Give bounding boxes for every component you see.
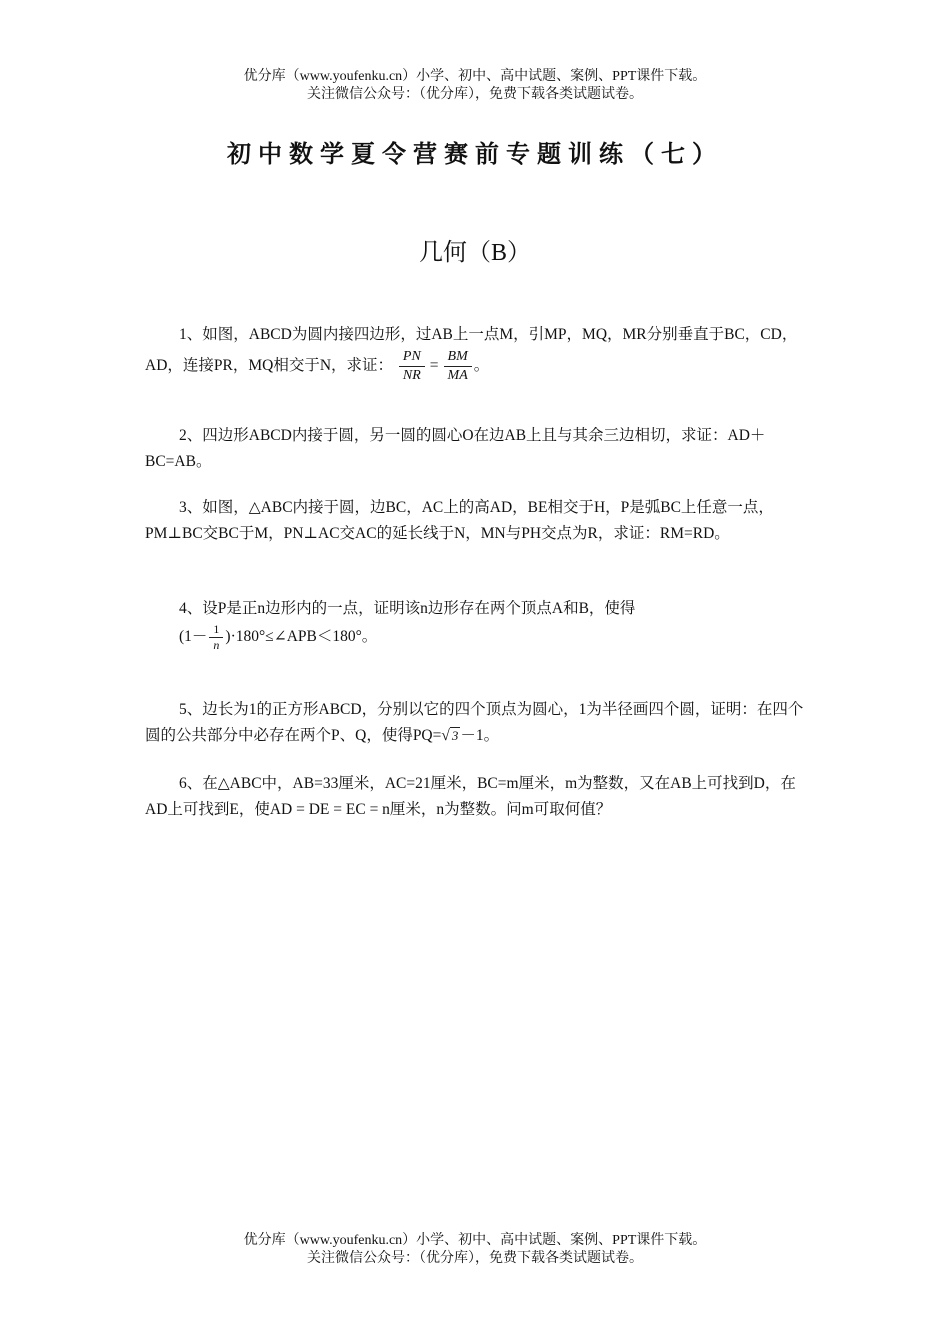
problem-2 — [145, 423, 817, 475]
fraction-denominator: NR — [402, 368, 421, 383]
problem-3 — [145, 495, 817, 547]
page-footer — [0, 1232, 950, 1268]
problem-1-fraction-pn-nr — [399, 348, 425, 385]
problem-5-text: 5、边长为1的正方形ABCD，分别以它的四个顶点为圆心，1为半径画四个圆，证明：在四个圆的公共部分中必存在两个P、Q，使得PQ= — [145, 701, 804, 744]
problem-6 — [145, 771, 817, 823]
sqrt-radicand: 3 — [451, 728, 459, 743]
problem-6-text: 6、在△ABC中，AB=33厘米，AC=21厘米，BC=m厘米，m为整数，又在AB上可找到D，在AD上可找到E，使AD = DE = EC = n厘米，n为整数。问m可取何值？ — [145, 775, 796, 818]
footer-line-2: 关注微信公众号：（优分库），免费下载各类试题试卷。 — [307, 1251, 643, 1266]
problem-5 — [145, 697, 817, 749]
footer-line-1: 优分库（www.youfenku.cn）小学、初中、高中试题、案例、PPT课件下载。 — [243, 1233, 707, 1248]
equals-sign: = — [429, 357, 439, 375]
fraction-denominator: MA — [447, 368, 468, 383]
problem-5-end: －1。 — [460, 727, 500, 744]
page-header — [0, 68, 950, 104]
sqrt-symbol: √ 3 — [441, 727, 459, 744]
fraction-numerator: PN — [399, 348, 425, 367]
problem-1 — [145, 322, 817, 385]
fraction-numerator: 1 — [209, 622, 223, 638]
problem-1-text: 1、如图，ABCD为圆内接四边形，过AB上一点M，引MP，MQ，MR分别垂直于BC，CD，AD，连接PR，MQ相交于N，求证： — [145, 326, 798, 375]
problem-4-text: 4、设P是正n边形内的一点，证明该n边形存在两个顶点A和B，使得 — [179, 600, 636, 617]
problem-1-end: 。 — [473, 357, 490, 375]
header-line-2: 关注微信公众号：（优分库），免费下载各类试题试卷。 — [307, 87, 643, 102]
problem-4-fraction — [209, 622, 223, 653]
problem-4-expr-end: )·180°≤∠APB＜180°。 — [225, 628, 378, 646]
problem-4-expr-start: (1－ — [179, 628, 208, 646]
problem-1-fraction-bm-ma — [444, 348, 472, 385]
header-line-1: 优分库（www.youfenku.cn）小学、初中、高中试题、案例、PPT课件下载。 — [243, 69, 707, 84]
document-title: 初中数学夏令营赛前专题训练（七） — [227, 142, 723, 168]
section-subtitle: 几何（B） — [418, 240, 531, 266]
problem-2-text: 2、四边形ABCD内接于圆，另一圆的圆心O在边AB上且与其余三边相切，求证：AD＋BC=AB。 — [145, 427, 766, 470]
fraction-denominator: n — [213, 638, 220, 652]
fraction-numerator: BM — [444, 348, 472, 367]
problem-4 — [145, 596, 817, 653]
problem-3-text: 3、如图，△ABC内接于圆，边BC，AC上的高AD，BE相交于H，P是弧BC上任意一点，PM⊥BC交BC于M，PN⊥AC交AC的延长线于N，MN与PH交点为R，求证：RM=RD。 — [145, 499, 774, 542]
